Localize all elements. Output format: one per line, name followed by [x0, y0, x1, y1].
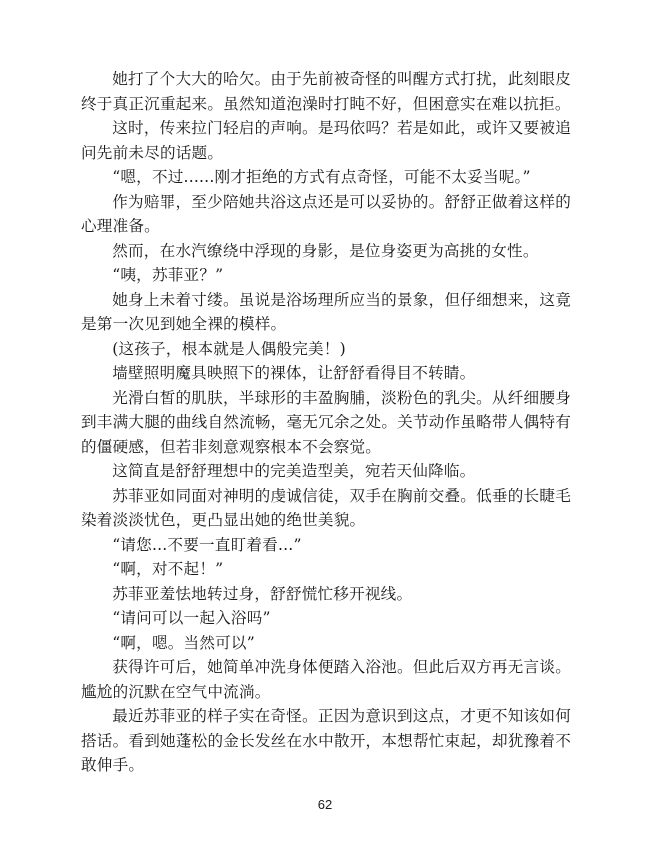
- paragraph: 她身上未着寸缕。虽说是浴场理所应当的景象，但仔细想来，这竟是第一次见到她全裸的模样。: [81, 290, 571, 333]
- paragraph: “啊，对不起！”: [112, 560, 224, 578]
- paragraph: 墙壁照明魔具映照下的裸体，让舒舒看得目不转睛。: [112, 364, 476, 382]
- paragraph: 她打了个大大的哈欠。由于先前被奇怪的叫醒方式打扰，此刻眼皮终于真正沉重起来。虽然知道泡澡时打盹不好，但困意实在难以抗拒。: [81, 70, 571, 113]
- page-number: 62: [317, 797, 333, 812]
- paragraph: “请问可以一起入浴吗”: [112, 609, 271, 627]
- paragraph: “啊，嗯。当然可以”: [112, 633, 255, 652]
- paragraph: (这孩子，根本就是人偶般完美！): [112, 339, 346, 358]
- paragraph: “咦，苏菲亚？”: [112, 266, 224, 284]
- paragraph: 光滑白皙的肌肤，半球形的丰盈胸脯，淡粉色的乳尖。从纤细腰身到丰满大腿的曲线自然流畅，毫无冗余之处。关节动作虽略带人偶特有的僵硬感，但若非刻意观察根本不会察觉。: [81, 388, 571, 456]
- paragraph: 苏菲亚如同面对神明的虔诚信徒，双手在胸前交叠。低垂的长睫毛染着淡淡忧色，更凸显出她的绝世美貌。: [81, 486, 571, 529]
- paragraph: 苏菲亚羞怯地转过身，舒舒慌忙移开视线。: [112, 584, 413, 603]
- paragraph: 作为赔罪，至少陪她共浴这点还是可以妥协的。舒舒正做着这样的心理准备。: [81, 192, 571, 235]
- paragraph: 这时，传来拉门轻启的声响。是玛依吗？若是如此，或许又要被追问先前未尽的话题。: [81, 119, 571, 162]
- paragraph: 获得许可后，她简单冲洗身体便踏入浴池。但此后双方再无言谈。尴尬的沉默在空气中流淌。: [81, 658, 571, 701]
- paragraph: 这简直是舒舒理想中的完美造型美，宛若天仙降临。: [112, 462, 476, 480]
- body-text: [81, 67, 571, 778]
- paragraph: “嗯，不过......刚才拒绝的方式有点奇怪，可能不太妥当呢。”: [112, 168, 531, 186]
- paragraph: 然而，在水汽缭绕中浮现的身影，是位身姿更为高挑的女性。: [112, 241, 539, 260]
- paragraph: “请您...不要一直盯着看...”: [112, 535, 302, 554]
- paragraph: 最近苏菲亚的样子实在奇怪。正因为意识到这点，才更不知该如何搭话。看到她蓬松的金长发丝在水中散开，本想帮忙束起，却犹豫着不敢伸手。: [81, 707, 571, 774]
